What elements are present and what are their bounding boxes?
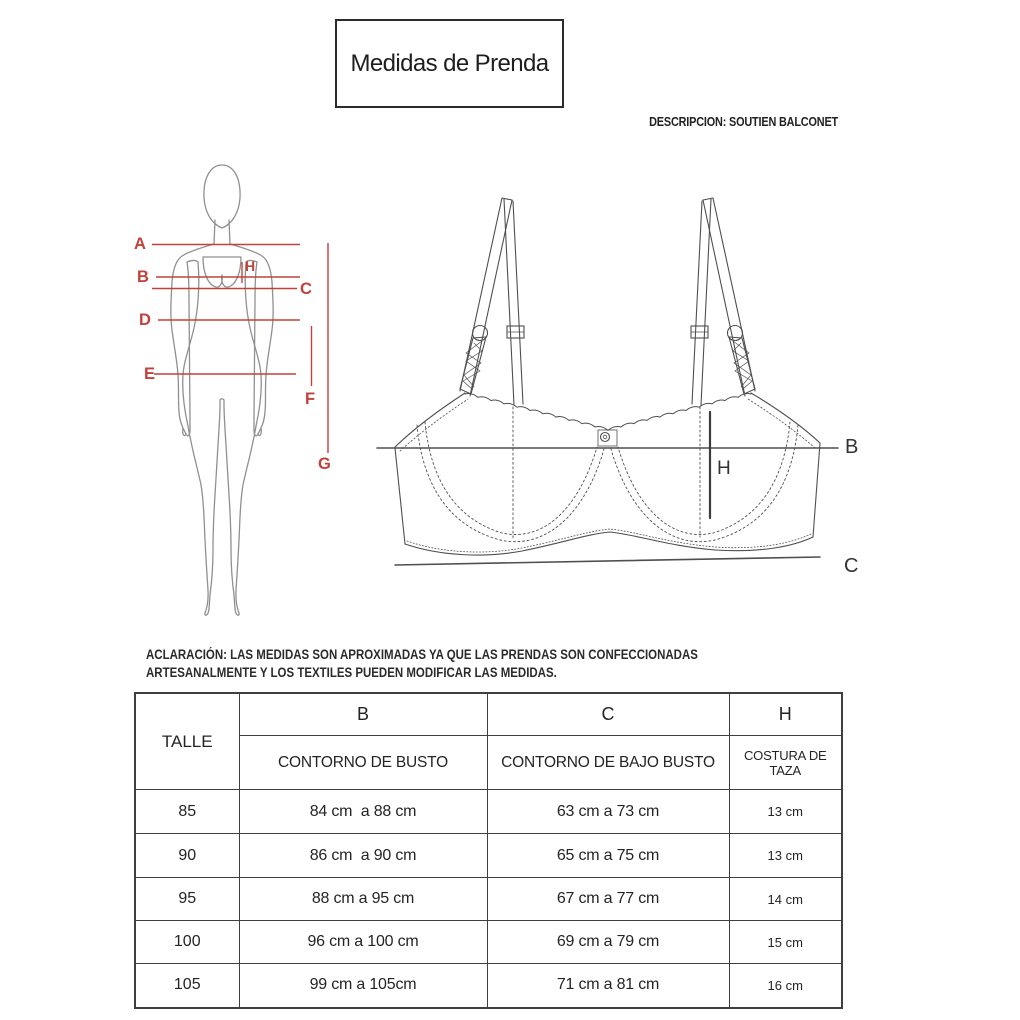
cell-costura: 13 cm <box>729 834 842 878</box>
measure-lines <box>152 243 328 453</box>
right-lace-edge <box>751 393 820 443</box>
right-wing-edge <box>813 443 820 537</box>
label-F: F <box>305 390 316 408</box>
cell-costura: 16 cm <box>729 964 842 1008</box>
cell-busto: 86 cm a 90 cm <box>239 834 487 878</box>
body-outline <box>171 165 273 615</box>
cell-bajo-busto: 63 cm a 73 cm <box>487 790 729 834</box>
label-D: D <box>139 311 151 329</box>
center-clasp <box>598 430 617 446</box>
size-table <box>134 692 843 1009</box>
bra-label-C: C <box>844 555 859 577</box>
cell-costura: 14 cm <box>729 878 842 921</box>
cell-talle: 85 <box>135 790 239 834</box>
col-subheader-costura: COSTURA DE TAZA <box>729 736 842 790</box>
cell-costura: 13 cm <box>729 790 842 834</box>
cell-talle: 105 <box>135 964 239 1008</box>
label-A: A <box>134 235 146 253</box>
cell-bajo-busto: 71 cm a 81 cm <box>487 964 729 1008</box>
cell-talle: 100 <box>135 921 239 964</box>
cell-bajo-busto: 65 cm a 75 cm <box>487 834 729 878</box>
col-subheader-busto: CONTORNO DE BUSTO <box>239 736 487 790</box>
cell-busto: 96 cm a 100 cm <box>239 921 487 964</box>
body-figure-illustration <box>120 150 350 630</box>
col-header-B: B <box>239 693 487 736</box>
label-G: G <box>318 455 331 473</box>
bra-line-C <box>395 557 820 565</box>
table-row <box>135 964 842 1008</box>
disclaimer-note <box>146 646 698 682</box>
disclaimer-line-1: ACLARACIÓN: LAS MEDIDAS SON APROXIMADAS YA QUE LAS PRENDAS SON CONFECCIONADAS <box>146 647 698 662</box>
table-row <box>135 921 842 964</box>
left-lace-edge <box>395 393 465 447</box>
right-strap <box>691 198 755 405</box>
label-B: B <box>137 268 149 286</box>
bra-illustration <box>370 185 870 585</box>
col-header-C: C <box>487 693 729 736</box>
title-box <box>335 19 564 108</box>
label-E: E <box>144 365 156 383</box>
table-row <box>135 790 842 834</box>
page-title: Medidas de Prenda <box>350 49 549 77</box>
left-strap <box>460 198 524 405</box>
bust-curves <box>203 257 241 287</box>
cell-talle: 95 <box>135 878 239 921</box>
col-header-H: H <box>729 693 842 736</box>
bra-label-H: H <box>717 458 731 479</box>
scalloped-neckline <box>465 393 751 430</box>
head-outline <box>204 165 240 228</box>
table-row <box>135 834 842 878</box>
cell-costura: 15 cm <box>729 921 842 964</box>
label-H-figure: H <box>245 258 256 274</box>
cell-busto: 88 cm a 95 cm <box>239 878 487 921</box>
cell-busto: 99 cm a 105cm <box>239 964 487 1008</box>
disclaimer-line-2: ARTESANALMENTE Y LOS TEXTILES PUEDEN MODIFICAR LAS MEDIDAS. <box>146 665 557 680</box>
table-row <box>135 878 842 921</box>
cell-talle: 90 <box>135 834 239 878</box>
cell-bajo-busto: 69 cm a 79 cm <box>487 921 729 964</box>
bra-label-B: B <box>845 436 859 458</box>
col-header-talle: TALLE <box>135 693 239 790</box>
cup-seams <box>417 407 798 542</box>
bottom-band-edge <box>405 532 813 555</box>
left-wing-edge <box>395 448 405 544</box>
cell-bajo-busto: 67 cm a 77 cm <box>487 878 729 921</box>
label-C: C <box>300 280 312 298</box>
cell-busto: 84 cm a 88 cm <box>239 790 487 834</box>
col-subheader-bajo-busto: CONTORNO DE BAJO BUSTO <box>487 736 729 790</box>
description-text: DESCRIPCION: SOUTIEN BALCONET <box>649 115 838 129</box>
